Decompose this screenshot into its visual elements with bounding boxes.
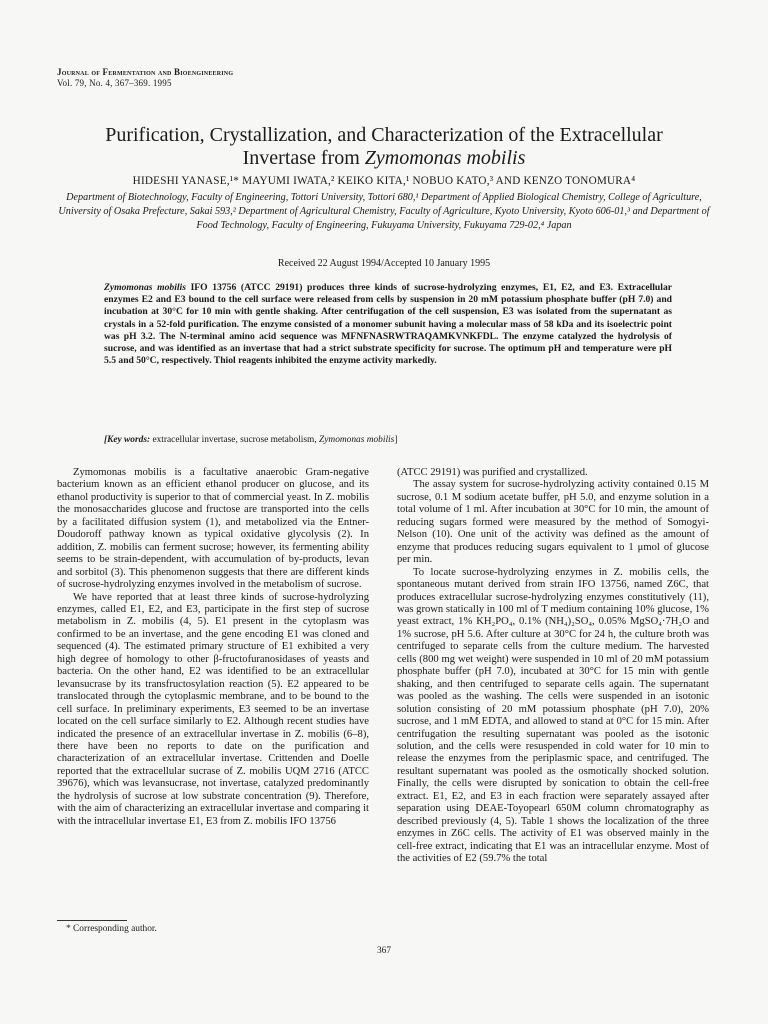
keywords-close: ] [394,435,398,445]
journal-header [57,67,233,89]
title-line-2-text: Invertase from [242,147,360,169]
journal-citation: Vol. 79, No. 4, 367–369. 1995 [57,78,172,88]
author-list: HIDESHI YANASE,¹* MAYUMI IWATA,² KEIKO KITA,¹ NOBUO KATO,³ AND KENZO TONOMURA⁴ [132,175,636,187]
paragraph: We have reported that at least three kinds of sucrose-hydrolyzing enzymes, called E1, E2, and E3, participate in the first step of sucrose metabolism in Z. mobilis (4, 5). E1 present in the cytoplasm was confirmed to be an invertase, and the gene encoding E1 was cloned and sequenced (4). The estimated primary structure of E1 exhibited a very high degree of homology to other β-fructofuranosidases of yeasts and bacteria. On the other hand, E2 was identified to be an extracellular levansucrase by its transfructosylation reaction (5). E2 appeared to be translocated through the cytoplasmic membrane, and to be bound to the cell surface. In preliminary experiments, E3 seemed to be an invertase located on the cell surface similarly to E2. Although recent studies have indicated the presence of an extracellular invertase in Z. mobilis (6–8), there have been no reports to date on the purification and characterization of an extracellular invertase. Crittenden and Doelle reported that the extracellular sucrase of Z. mobilis UQM 2716 (ATCC 39676), which was levansucrase, not invertase, catalyzed predominantly the hydrolysis of sucrose at low substrate concentration (9). Therefore, with the aim of characterizing an extracellular invertase and comparing it with the intracellular invertase E1, E3 from Z. mobilis IFO 13756 [57,591,369,827]
abstract [104,282,672,367]
journal-name: Journal of Fermentation and Bioengineering [57,67,234,77]
footnote-divider [57,920,127,921]
keywords-label: [Key words: [104,435,151,445]
title-organism: Zymomonas mobilis [364,147,526,169]
page-number: 367 [376,946,392,956]
paper-title [40,124,728,170]
keywords-text: extracellular invertase, sucrose metabolism, [152,435,317,445]
received-date: Received 22 August 1994/Accepted 10 January 1995 [277,258,491,269]
affiliations: Department of Biotechnology, Faculty of Engineering, Tottori University, Tottori 680,¹ Department of Applied Biological Chemistry, College of Agriculture, University of Osaka Prefecture, Sakai 593,² Department of Agricultural Chemistry, Faculty of Agriculture, Kyoto University, Kyoto 606-01,³ and Department of Food Technology, Faculty of Engineering, Fukuyama University, Fukuyama 729-02,⁴ Japan [58,192,710,231]
body-column-right [397,467,709,866]
paragraph: The assay system for sucrose-hydrolyzing activity contained 0.15 M sucrose, 0.1 M sodium acetate buffer, pH 5.0, and enzyme solution in a total volume of 1 ml. After incubation at 30°C for 10 min, the amount of reducing sugars formed were measured by the method of Somogyi-Nelson (10). One unit of the activity was defined as the amount of enzyme that produces reducing sugars equivalent to 1 μmol of glucose per min. [397,479,709,566]
paragraph: Zymomonas mobilis is a facultative anaerobic Gram-negative bacterium known as an efficient ethanol producer on glucose, and its ethanol productivity is superior to that of commercial yeast. In Z. mobilis the monosaccharides glucose and fructose are transported into the cells by a facilitated diffusion system (1), and metabolized via the Entner-Doudoroff pathway known as typical oxidative glycolysis (2). In addition, Z. mobilis can ferment sucrose; however, its fermenting ability seems to be strain-dependent, with accumulation of by-products, levan and sorbitol (3). This phenomenon suggests that there are different kinds of sucrose-hydrolyzing enzymes involved in the metabolism of sucrose. [57,467,369,591]
title-line-2 [40,147,728,170]
paragraph: (ATCC 29191) was purified and crystallized. [397,467,588,478]
abstract-text: IFO 13756 (ATCC 29191) produces three kinds of sucrose-hydrolyzing enzymes, E1, E2, and E3. Extracellular enzymes E2 and E3 bound to the cell surface were released from cells by suspension in 20 mM potassium phosphate buffer (pH 7.0) and incubation at 30°C for 10 min with gentle shaking. After centrifugation of the cell suspension, E3 was isolated from the supernatant as crystals in a 52-fold purification. The enzyme consisted of a monomer subunit having a molecular mass of 58 kDa and its isoelectric point was pH 3.2. The N-terminal amino acid sequence was MFNFNASRWTRAQAMKVNKFDL. The enzyme catalyzed the hydrolysis of sucrose, and was identified as an invertase that had a strict substrate specificity for sucrose. The optimum pH and temperature were pH 5.5 and 50°C, respectively. Thiol reagents inhibited the enzyme activity markedly. [104,282,672,367]
body-column-left [57,467,369,828]
abstract-lead: Zymomonas mobilis [104,282,186,293]
keywords-italic: Zymomonas mobilis [319,435,395,445]
keywords [104,435,672,445]
footnote: * Corresponding author. [66,924,157,934]
paragraph: To locate sucrose-hydrolyzing enzymes in Z. mobilis cells, the spontaneous mutant derived from strain IFO 13756, named Z6C, that produces extracellular sucrose-hydrolyzing enzymes constitutively (11), was grown statically in 100 ml of T medium containing 10% glucose, 1% yeast extract, 1% KH₂PO₄, 0.1% (NH₄)₂SO₄, 0.05% MgSO₄·7H₂O and 1% sucrose, pH 5.6. After culture at 30°C for 24 h, the culture broth was centrifuged to separate cells from the culture medium. The harvested cells (800 mg wet weight) were suspended in 10 ml of 20 mM potassium phosphate buffer (pH 7.0), incubated at 30°C for 15 min with gentle shaking, and then centrifuged to separate cells again. The supernatant was pooled as the washing. The cells were suspended in an isotonic solution consisting of 20 mM potassium phosphate (pH 7.0), 20% sucrose, and 1 mM EDTA, and allowed to stand at 0°C for 15 min. After centrifugation the resulting supernatant was pooled as the isotonic solution, and the cells were resuspended in cold water for 10 min to release the enzymes from the periplasmic space, and centrifuged. The resultant supernatant was pooled as the osmotically shocked solution. Finally, the cells were disrupted by sonication to obtain the cell-free extract. E1, E2, and E3 in each fraction were separately assayed after separation using DEAE-Toyopearl 650M column chromatography as described previously (4, 5). Table 1 shows the localization of the three enzymes in Z6C cells. The activity of E1 was observed mainly in the cell-free extract, indicating that E1 was an intracellular enzyme. Most of the activities of E2 (59.7% the total [397,566,709,865]
title-line-1: Purification, Crystallization, and Characterization of the Extracellular [105,124,663,146]
